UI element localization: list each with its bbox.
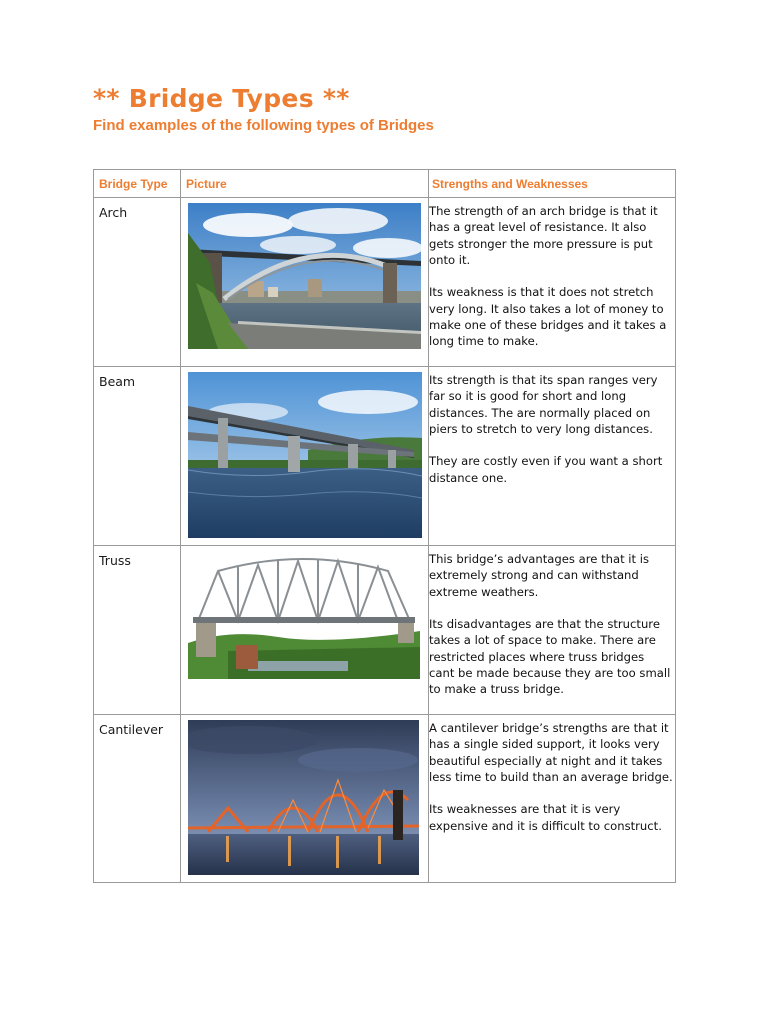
weaknesses-text: Its weakness is that it does not stretch very long. It also takes a lot of money to make one of these bridges and it takes a long time to make. [429, 285, 667, 349]
strengths-text: The strength of an arch bridge is that it has a great level of resistance. It also gets stronger the more pressure is put onto it. [429, 204, 658, 267]
table-row-truss [94, 545, 676, 714]
table-row-arch [94, 198, 676, 367]
picture-cell [181, 714, 429, 882]
bridge-type-cell: Cantilever [94, 714, 181, 882]
picture-cell [181, 366, 429, 545]
header-strengths-weaknesses: Strengths and Weaknesses [429, 170, 676, 198]
document-subtitle: Find examples of the following types of Bridges [93, 117, 434, 134]
weaknesses-text: Its weaknesses are that it is very expensive and it is difficult to construct. [429, 802, 662, 833]
header-picture: Picture [181, 170, 429, 198]
bridge-type-cell: Arch [94, 198, 181, 367]
arch-bridge-photo [188, 203, 421, 349]
table-header-row [94, 170, 676, 198]
bridge-types-table [93, 169, 676, 883]
table-row-beam [94, 366, 676, 545]
strengths-weaknesses-cell [429, 545, 676, 714]
strengths-text: Its strength is that its span ranges very far so it is good for short and long distances. The are normally placed on piers to stretch to very long distances. [429, 372, 658, 436]
beam-bridge-photo [188, 372, 422, 538]
weaknesses-text: Its disadvantages are that the structure takes a lot of space to make. There are restricted places where truss bridges cant be made because they are too small to make a truss bridge. [429, 617, 671, 697]
strengths-weaknesses-cell [429, 198, 676, 367]
document-title: ** Bridge Types ** [93, 84, 350, 113]
cantilever-bridge-photo [188, 720, 419, 875]
header-bridge-type: Bridge Type [94, 170, 181, 198]
strengths-text: This bridge’s advantages are that it is extremely strong and can withstand extreme weathers. [429, 551, 650, 599]
weaknesses-text: They are costly even if you want a short distance one. [429, 454, 663, 485]
bridge-type-cell: Truss [94, 545, 181, 714]
strengths-weaknesses-cell [429, 366, 676, 545]
picture-cell [181, 545, 429, 714]
picture-cell [181, 198, 429, 367]
strengths-weaknesses-cell [429, 714, 676, 882]
table-row-cantilever [94, 714, 676, 882]
bridge-type-cell: Beam [94, 366, 181, 545]
strengths-text: A cantilever bridge’s strengths are that it has a single sided support, it looks very beautiful especially at night and it takes less time to build than an average bridge. [429, 720, 673, 784]
truss-bridge-photo [188, 551, 420, 679]
